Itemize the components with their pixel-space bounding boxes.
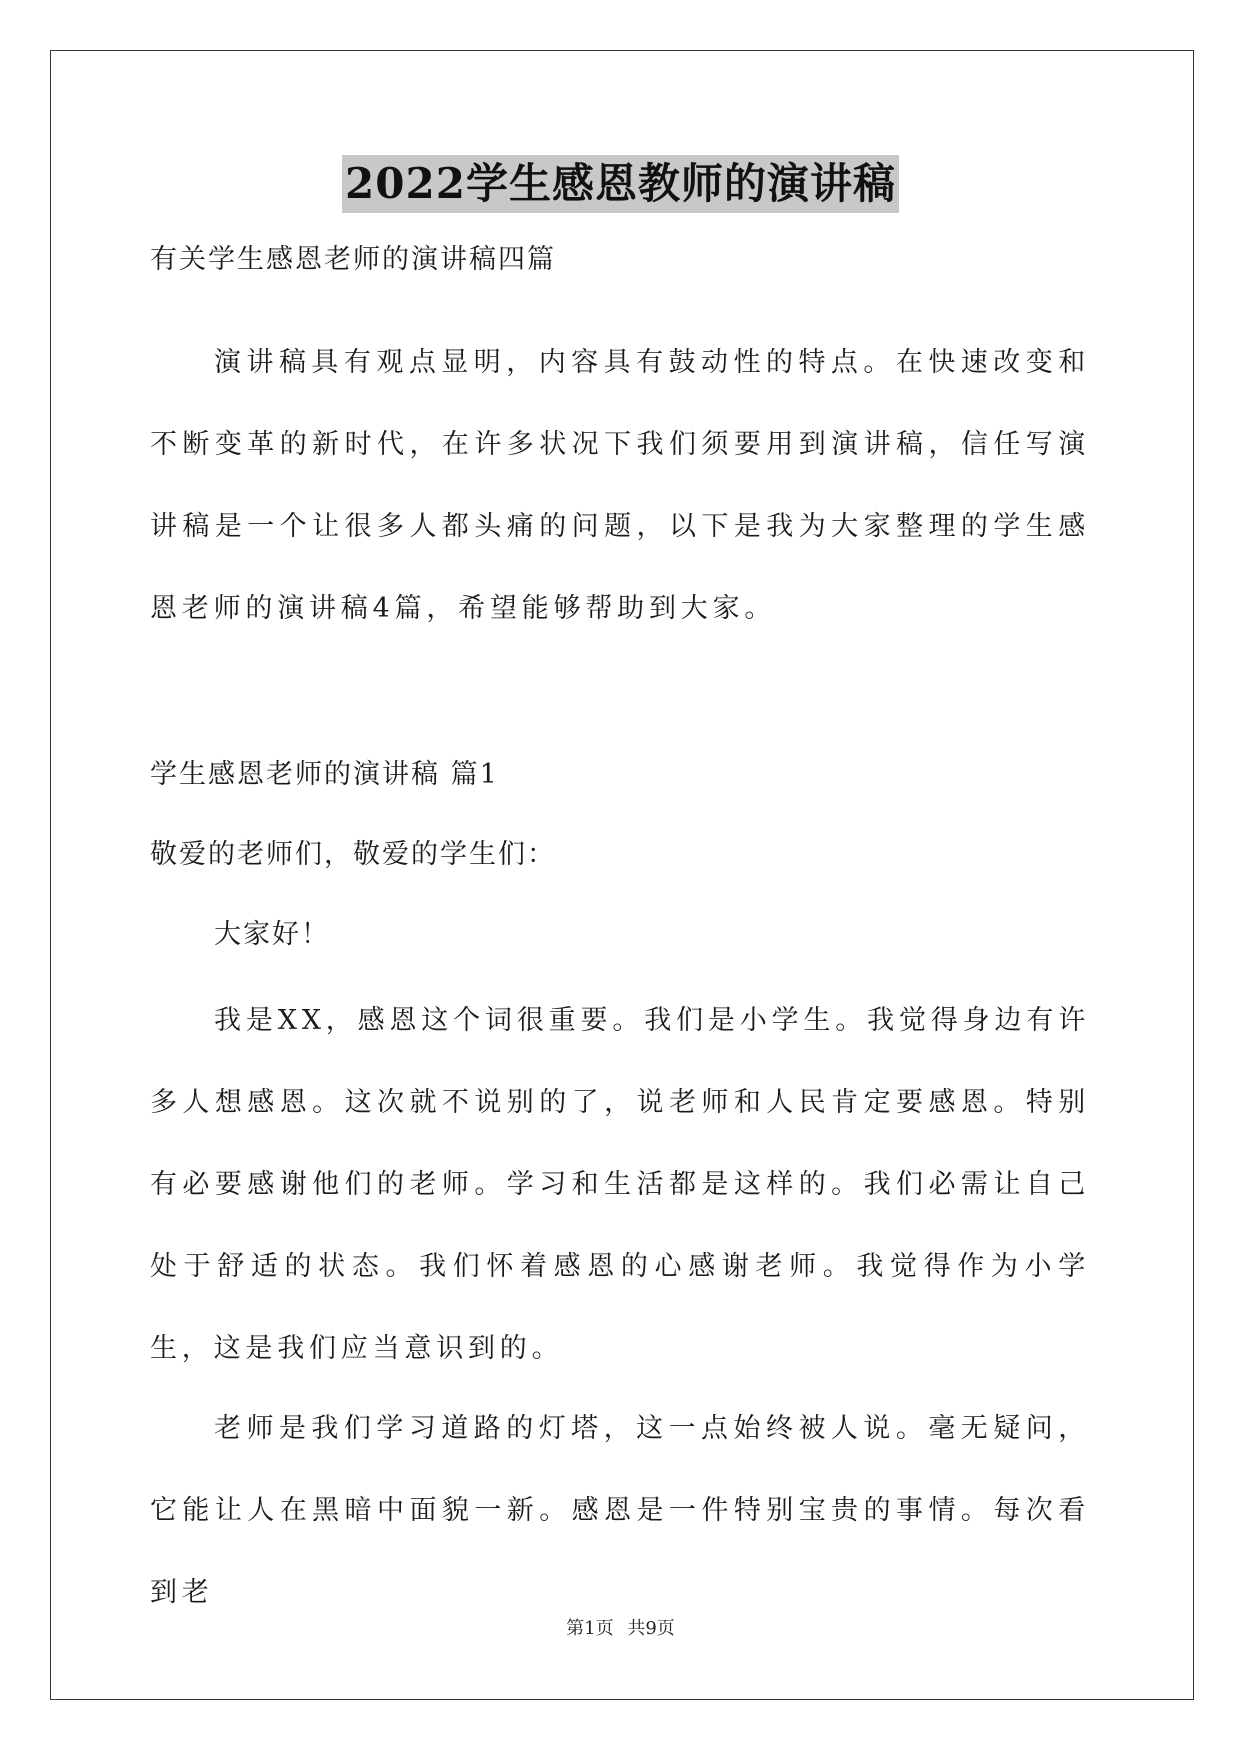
page-footer: [0, 1614, 1241, 1640]
body-paragraph: 老师是我们学习道路的灯塔，这一点始终被人说。毫无疑问，它能让人在黑暗中面貌一新。感恩是一件特别宝贵的事情。每次看到老: [150, 1413, 1090, 1608]
section-heading: 学生感恩老师的演讲稿 篇1: [150, 759, 499, 790]
body-paragraph: 我是XX，感恩这个词很重要。我们是小学生。我觉得身边有许多人想感恩。这次就不说别的了，说老师和人民肯定要感恩。特别有必要感谢他们的老师。学习和生活都是这样的。我们必需让自己处于舒适的状态。我们怀着感恩的心感谢老师。我觉得作为小学生，这是我们应当意识到的。: [150, 1005, 1090, 1364]
greeting: 大家好！: [214, 919, 330, 950]
document-title: 2022学生感恩教师的演讲稿: [342, 155, 899, 213]
document-subtitle: 有关学生感恩老师的演讲稿四篇: [150, 244, 556, 275]
title-container: [0, 155, 1241, 213]
page-total: 共9页: [627, 1618, 675, 1639]
intro-paragraph: 演讲稿具有观点显明，内容具有鼓动性的特点。在快速改变和不断变革的新时代，在许多状况下我们须要用到演讲稿，信任写演讲稿是一个让很多人都头痛的问题，以下是我为大家整理的学生感恩老师的演讲稿4篇，希望能够帮助到大家。: [150, 347, 1090, 624]
salutation: 敬爱的老师们，敬爱的学生们：: [150, 839, 556, 870]
page-number: 第1页: [566, 1618, 614, 1639]
